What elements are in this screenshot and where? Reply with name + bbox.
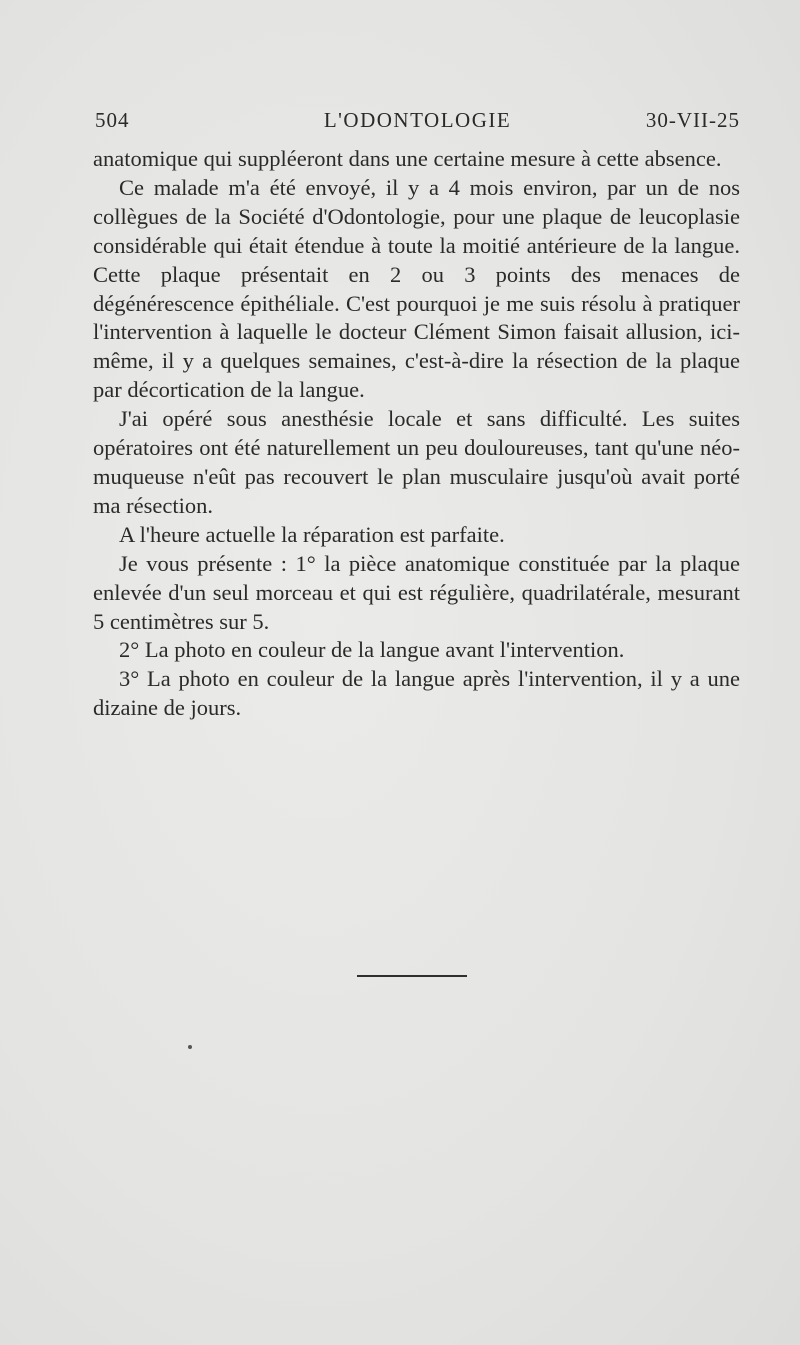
paragraph: Ce malade m'a été envoyé, il y a 4 mois environ, par un de nos collègues de la Société d'Odontologie, pour une plaque de leucoplasie considérable qui était étendue à toute la moitié antérieure de la langue. Cette plaque présentait en 2 ou 3 points des menaces de dégénérescence épithéliale. C'est pourquoi je me suis résolu à pratiquer l'intervention à laquelle le docteur Clément Simon faisait allusion, ici-même, il y a quelques semaines, c'est-à-dire la résection de la plaque par décortication de la langue.: [93, 174, 740, 403]
issue-date: 30-VII-25: [645, 108, 740, 132]
page-header: [95, 108, 740, 142]
page-number: 504: [95, 108, 130, 132]
paragraph: 2° La photo en couleur de la langue avant l'intervention.: [119, 637, 625, 663]
paragraph-continuation: anatomique qui suppléeront dans une certaine mesure à cette absence.: [93, 146, 722, 171]
paragraph: J'ai opéré sous anesthésie locale et sans difficulté. Les suites opératoires ont été naturellement un peu douloureuses, tant qu'une néo-muqueuse n'eût pas recouvert le plan musculaire jusqu'où avait porté ma résection.: [93, 406, 740, 518]
paragraph: Je vous présente : 1° la pièce anatomique constituée par la plaque enlevée d'un seul morceau et qui est régulière, quadrilatérale, mesurant 5 centimètres sur 5.: [93, 550, 740, 634]
section-divider-rule: [357, 975, 467, 977]
paragraph: 3° La photo en couleur de la langue après l'intervention, il y a une dizaine de jours.: [93, 666, 740, 721]
paragraph: A l'heure actuelle la réparation est parfaite.: [119, 521, 505, 547]
running-title: L'ODONTOLOGIE: [323, 108, 512, 132]
print-speck: [188, 1045, 192, 1049]
article-body: [93, 145, 740, 723]
